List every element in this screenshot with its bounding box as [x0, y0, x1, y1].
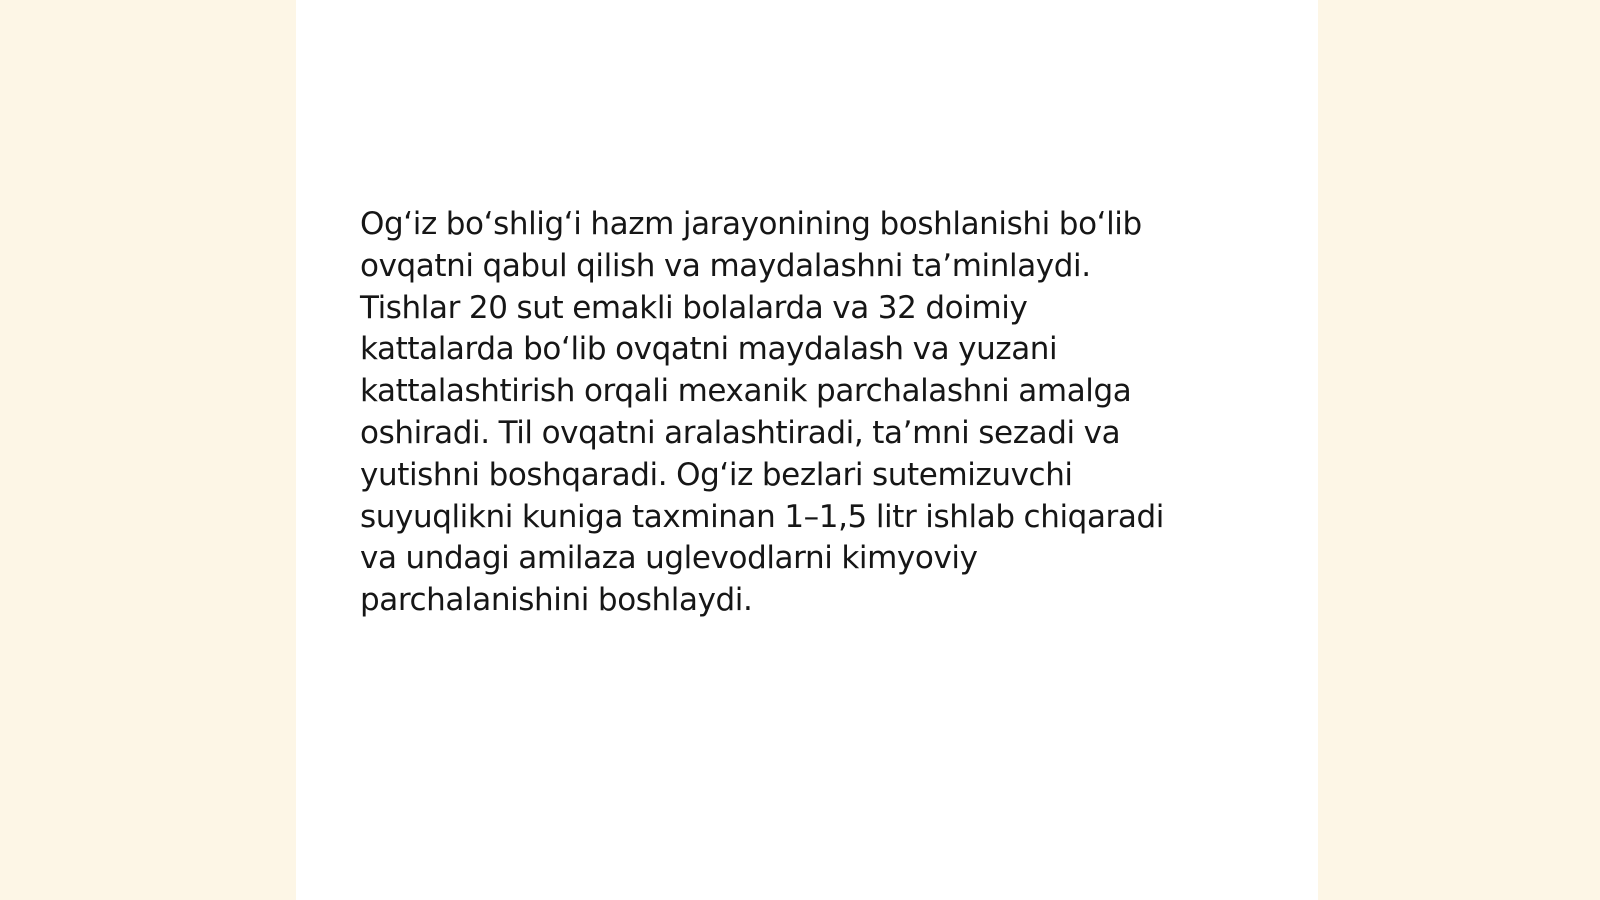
text-line: yutishni boshqaradi. Og‘iz bezlari sutemizuvchi [360, 456, 1073, 493]
text-line: suyuqlikni kuniga taxminan 1–1,5 litr ishlab chiqaradi [360, 498, 1164, 535]
text-line: va undagi amilaza uglevodlarni kimyoviy [360, 540, 978, 577]
slide [296, 0, 1318, 900]
slide-body-text [360, 204, 1240, 622]
text-line: kattalarda bo‘lib ovqatni maydalash va yuzani [360, 331, 1058, 368]
text-line: oshiradi. Til ovqatni aralashtiradi, ta’mni sezadi va [360, 414, 1121, 451]
text-line: parchalanishini boshlaydi. [360, 582, 753, 619]
text-line: kattalashtirish orqali mexanik parchalashni amalga [360, 373, 1132, 410]
text-line: Og‘iz bo‘shlig‘i hazm jarayonining boshlanishi bo‘lib [360, 206, 1142, 242]
text-line: Tishlar 20 sut emakli bolalarda va 32 doimiy [360, 289, 1028, 326]
text-line: ovqatni qabul qilish va maydalashni ta’minlaydi. [360, 247, 1091, 284]
